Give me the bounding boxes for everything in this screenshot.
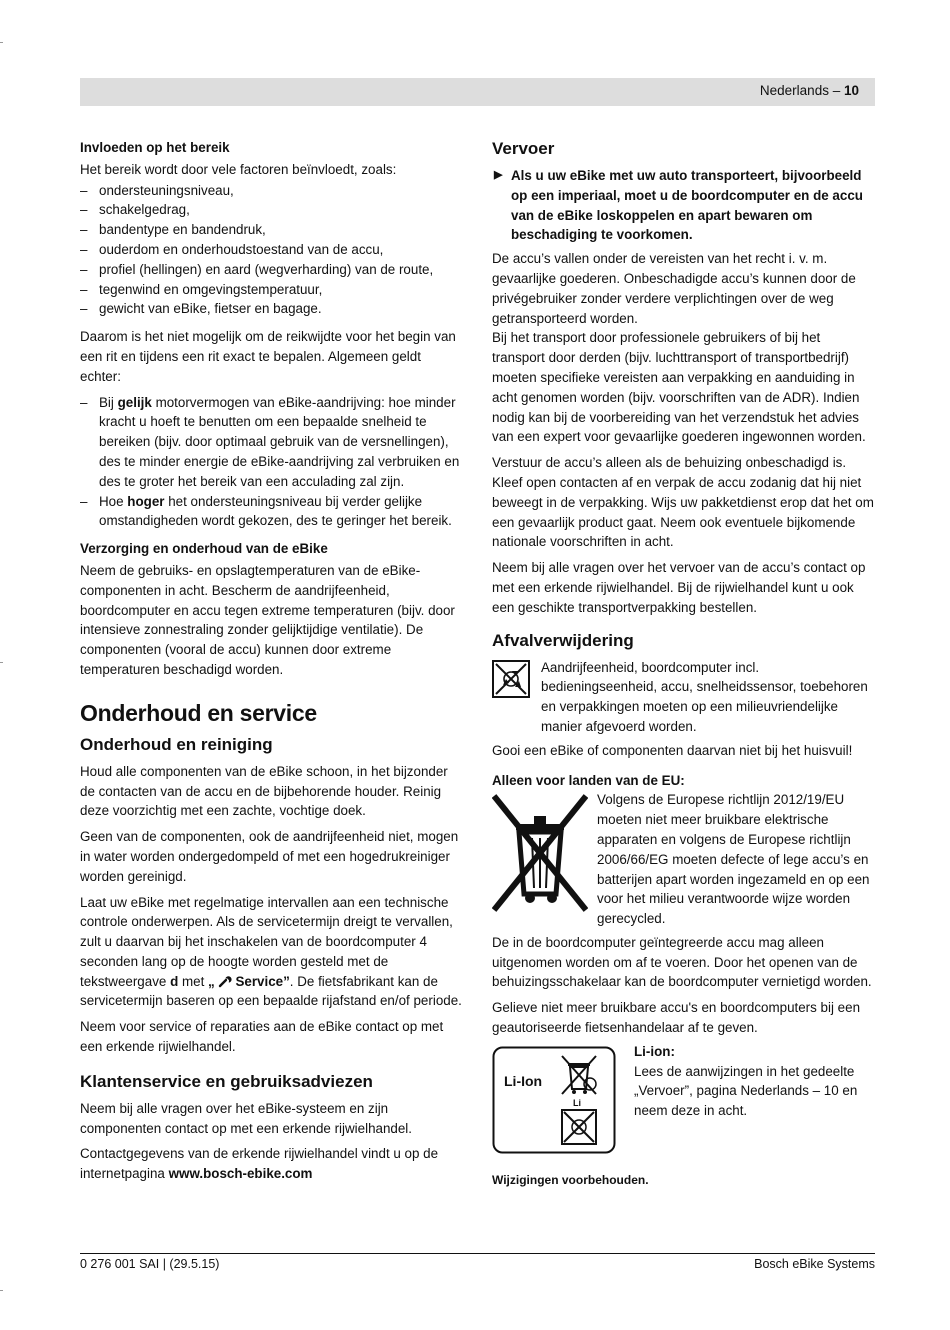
list-item: – profiel (hellingen) en aard (wegverharding) van de route, [80,260,462,280]
text-span: . De fietsfabrikant kan de servicetermijn baseren op een bepaalde rijafstand en/of periode. [80,973,462,1009]
page-header-bar [80,78,875,106]
eu-block [492,790,874,929]
page-number: 10 [843,83,859,98]
range-paragraph: Daarom is het niet mogelijk om de reikwijdte voor het begin van een rit en tijdens een rit exact te bepalen. Algemeen geldt echter: [80,329,456,384]
text-span: met [178,973,209,989]
range-rules-list [80,393,462,532]
disposal-block [492,658,874,737]
li-ion-crossed-bin-icon [492,1042,634,1159]
quote-mark: „ [208,973,215,989]
list-item: – gewicht van eBike, fietser en bagage. [80,299,462,319]
disposal-paragraph: Gooi een eBike of componenten daarvan niet bij het huisvuil! [492,742,853,758]
eu-paragraph: Volgens de Europese richtlijn 2012/19/EU moeten niet meer bruikbare elektrische apparaten en volgens de Europese richtlijn 2006/66/EG moeten defecte of lege accu’s en batterijen apart worden ingezameld en op een voor het milieu verantwoorde wijze worden gerecycled. [597,792,870,927]
margin-tick [0,662,3,663]
range-intro: Het bereik wordt door vele factoren beïnvloedt, zoals: [80,161,397,177]
website-link[interactable]: www.bosch-ebike.com [168,1166,313,1182]
liion-block [492,1042,874,1159]
transport-paragraph: Neem bij alle vragen over het vervoer van de accu’s contact op met een erkende rijwielhandel. Bij de rijwielhandel kunt u ook een geschikte transportverpakking bestellen. [492,560,866,615]
footer-divider [80,1253,875,1254]
maintenance-paragraph: Neem voor service of reparaties aan de eBike contact op met een erkende rijwielhandel. [80,1019,444,1055]
list-item: – ouderdom en onderhoudstoestand van de accu, [80,240,462,260]
text-span: Bij [99,394,118,410]
emphasis: hoger [127,493,165,509]
header-language: Nederlands [759,83,829,98]
eu-paragraph: Gelieve niet meer bruikbare accu's en boordcomputers bij een geautoriseerde fietsenhandelaar af te geven. [492,1000,861,1036]
emphasis: gelijk [117,394,152,410]
right-column [492,138,874,1187]
range-heading: Invloeden op het bereik [80,140,230,155]
list-item [80,393,462,492]
triangle-right-icon: ▶ [494,169,503,181]
list-item: – ondersteuningsniveau, [80,181,462,201]
changes-note: Wijzigingen voorbehouden. [492,1172,649,1187]
page-header [760,83,859,98]
text-span: Laat uw eBike met regelmatige intervallen aan een technische controle onderwerpen. Als de servicetermijn dreigt te vervallen, zult u daarvan bij het inschakelen van de boordcomputer 4 seconden lang op de hoogte worden gesteld met de tekstweergave [80,894,453,989]
transport-paragraph: Bij het transport door professionele gebruikers of bij het transport door derden (bijv. luchttransport of transportbedrijf) moeten specifieke vereisten aan verpakking en aanduiding in acht genomen worden (bijv. voorschriften van de ADR). Indien nodig kan bij de voorbereiding van het verzendstuk het advies van een expert voor gevaarlijke goederen ingewonnen worden. [492,330,866,445]
customer-service-paragraph: Neem bij alle vragen over het eBike-systeem en zijn componenten contact op met een erkende rijwielhandel. [80,1100,413,1136]
text-span: het ondersteuningsniveau bij verder gelijke omstandigheden wordt gekozen, des te geringer het bereik. [99,493,452,529]
left-column [80,138,462,1190]
disposal-heading: Afvalverwijdering [492,630,634,650]
text-span: Contactgegevens van de erkende rijwielhandel vindt u op de internetpagina [80,1146,439,1182]
maintenance-paragraph: Houd alle componenten van de eBike schoon, in het bijzonder de contacten van de accu en de bijbehorende houder. Reinig deze voorzichtig met een zachte, vochtige doek. [80,763,448,819]
service-label: Service” [231,973,290,989]
liion-small-label: Li [573,1097,581,1108]
customer-service-heading: Klantenservice en gebruiksadviezen [80,1071,373,1091]
recycling-symbol-icon [492,658,541,703]
header-separator: – [828,83,844,98]
wrench-icon [218,974,232,988]
list-item: – schakelgedrag, [80,200,462,220]
warning-text: Als u uw eBike met uw auto transporteert, bijvoorbeeld op een imperiaal, moet u de boordcomputer en de accu van de eBike loskoppelen en apart bewaren om beschadiging te voorkomen. [511,168,863,243]
transport-heading: Vervoer [492,139,555,158]
eu-paragraph: De in de boordcomputer geïntegreerde accu mag alleen uitgenomen worden om af te voeren. Door het openen van de behuizingsschakelaar kan de boordcomputer vernietigd worden. [492,934,872,990]
care-heading: Verzorging en onderhoud van de eBike [80,541,328,557]
text-span: motorvermogen van eBike-aandrijving: hoe minder kracht u hoeft te benutten om een bepaalde snelheid te bereiken (bijv. door optimaal gebruik van de versnellingen), des te minder energie de eBike-aandrijving zal verbruiken en des te groter het bereik van een acculading zal zijn. [99,394,460,489]
disposal-paragraph: Aandrijfeenheid, boordcomputer incl. bedieningseenheid, accu, snelheidssensor, toebehoren en verpakkingen moeten op een milieuvriendelijke manier afgevoerd worden. [541,659,868,734]
liion-paragraph: Lees de aanwijzingen in het gedeelte „Vervoer”, pagina Nederlands – 10 en neem deze in acht. [634,1063,858,1119]
service-section-title: Onderhoud en service [80,699,317,726]
liion-text-block [634,1042,874,1121]
transport-paragraph: De accu’s vallen onder de vereisten van het recht i. v. m. gevaarlijke goederen. Onbeschadigde accu’s kunnen door de privégebruiker zonder verdere verplichtingen over de weg getransporteerd worden. [492,251,856,326]
transport-warning [492,166,874,245]
liion-label: Li-Ion [504,1072,543,1089]
margin-tick [0,1290,3,1291]
eu-heading: Alleen voor landen van de EU: [492,772,685,788]
maintenance-paragraph [80,893,462,1012]
list-item: – tegenwind en omgevingstemperatuur, [80,280,462,300]
customer-service-paragraph [80,1144,462,1184]
range-factor-list [80,181,462,320]
transport-paragraph: Verstuur de accu’s alleen als de behuizing onbeschadigd is. Kleef open contacten af en verpak de accu zodanig dat hij niet beweegt in de verpakking. Wijs uw pakketdienst erop dat het om een gevaarlijk product gaat. Neem ook eventuele bijkomende nationale voorschriften in acht. [492,455,874,550]
list-item [80,492,462,532]
care-paragraph: Neem de gebruiks- en opslagtemperaturen van de eBike-componenten in acht. Bescherm de aandrijfeenheid, boordcomputer en accu tegen extreme temperaturen (bijv. door intensieve zonnestraling zonder gelijktijdige ventilatie). De componenten (vooral de accu) kunnen door extreme temperaturen beschadigd worden. [80,562,455,677]
display-letter: d [170,973,179,989]
liion-heading: Li-ion: [634,1043,675,1059]
margin-tick [0,42,3,43]
company-name: Bosch eBike Systems [754,1257,875,1271]
list-item: – bandentype en bandendruk, [80,220,462,240]
text-span: Hoe [99,493,128,509]
maintenance-paragraph: Geen van de componenten, ook de aandrijfeenheid niet, mogen in water worden ondergedompeld of met een hogedrukreiniger worden gereinigd. [80,829,459,884]
maintenance-heading: Onderhoud en reiniging [80,734,273,754]
crossed-out-bin-icon [492,790,597,917]
document-reference: 0 276 001 SAI | (29.5.15) [80,1257,220,1271]
